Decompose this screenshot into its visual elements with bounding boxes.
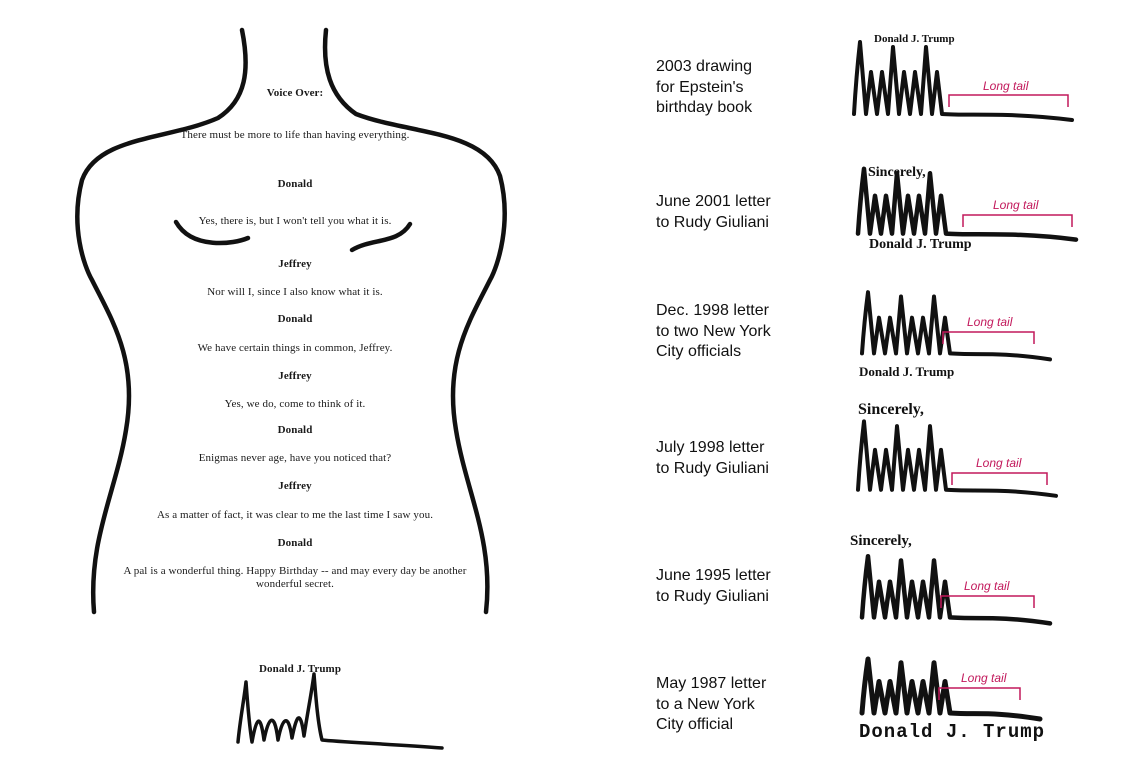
caption-line: July 1998 letter — [656, 439, 765, 456]
signature-sample — [852, 410, 1062, 505]
signature-footer: Donald J. Trump — [869, 237, 972, 252]
signature-header: Donald J. Trump — [874, 33, 955, 45]
caption-line: birthday book — [656, 99, 753, 116]
signature-sample — [848, 30, 1078, 130]
caption-line: City officials — [656, 343, 742, 360]
long-tail-label: Long tail — [964, 579, 1010, 593]
caption-line: to Rudy Giuliani — [656, 213, 769, 231]
signature-header: Sincerely, — [858, 401, 924, 418]
drawing-line: There must be more to life than having everything. — [180, 129, 410, 141]
caption-line: June 1995 letter — [656, 567, 771, 584]
long-tail-bracket — [942, 329, 1036, 345]
long-tail-bracket — [962, 212, 1074, 228]
caption-line: to Rudy Giuliani — [656, 459, 769, 477]
drawing-line: Donald — [277, 178, 313, 190]
voice-over-title: Voice Over: — [266, 87, 324, 99]
caption-line: City official — [656, 716, 734, 733]
comparison-caption — [656, 438, 826, 479]
body-outline-drawing — [0, 0, 560, 770]
drawing-line: A pal is a wonderful thing. Happy Birthday -- and may every day be another — [123, 565, 467, 577]
drawing-line: We have certain things in common, Jeffrey. — [197, 342, 393, 354]
caption-line: to Rudy Giuliani — [656, 587, 769, 605]
long-tail-label: Long tail — [967, 315, 1013, 329]
caption-line: June 2001 letter — [656, 193, 771, 210]
long-tail-bracket — [940, 593, 1036, 609]
birthday-drawing — [0, 0, 560, 770]
caption-line: to a New York — [656, 695, 755, 713]
signature-sample — [856, 282, 1056, 367]
drawing-line: Yes, there is, but I won't tell you what it is. — [198, 215, 392, 227]
caption-line: May 1987 letter — [656, 675, 767, 692]
long-tail-bracket — [948, 92, 1070, 108]
caption-line: to two New York — [656, 322, 771, 340]
drawing-line: Donald — [277, 537, 313, 549]
drawing-line: Nor will I, since I also know what it is. — [207, 286, 383, 298]
comparison-caption — [656, 674, 826, 736]
caption-line: for Epstein's — [656, 78, 744, 96]
signature-sample — [856, 546, 1056, 631]
long-tail-bracket — [938, 685, 1022, 701]
comparison-caption — [656, 57, 826, 119]
drawing-signature-name: Donald J. Trump — [258, 663, 342, 675]
drawing-line: Jeffrey — [278, 258, 312, 270]
comparison-caption — [656, 192, 826, 233]
caption-line: Dec. 1998 letter — [656, 302, 769, 319]
drawing-line: Jeffrey — [278, 480, 312, 492]
caption-line: 2003 drawing — [656, 58, 753, 75]
long-tail-bracket — [951, 470, 1049, 486]
signature-header: Sincerely, — [868, 165, 926, 180]
long-tail-label: Long tail — [961, 671, 1007, 685]
long-tail-label: Long tail — [993, 198, 1039, 212]
drawing-line: Donald — [277, 313, 313, 325]
comparison-caption — [656, 566, 826, 607]
drawing-line: As a matter of fact, it was clear to me the last time I saw you. — [156, 509, 434, 521]
signature-footer: Donald J. Trump — [859, 364, 955, 379]
comparison-caption — [656, 301, 826, 363]
long-tail-label: Long tail — [976, 456, 1022, 470]
drawing-line: Jeffrey — [278, 370, 312, 382]
drawing-line: Enigmas never age, have you noticed that? — [198, 452, 392, 464]
outline-right-breast — [352, 224, 410, 250]
drawing-line: Donald — [277, 424, 313, 436]
drawing-line: wonderful secret. — [255, 578, 335, 590]
signature-header: Sincerely, — [850, 533, 912, 549]
signature-sample — [852, 158, 1082, 248]
long-tail-label: Long tail — [983, 79, 1029, 93]
drawing-line: Yes, we do, come to think of it. — [224, 398, 366, 410]
signature-footer: Donald J. Trump — [859, 721, 1046, 743]
drawing-signature — [230, 660, 460, 760]
